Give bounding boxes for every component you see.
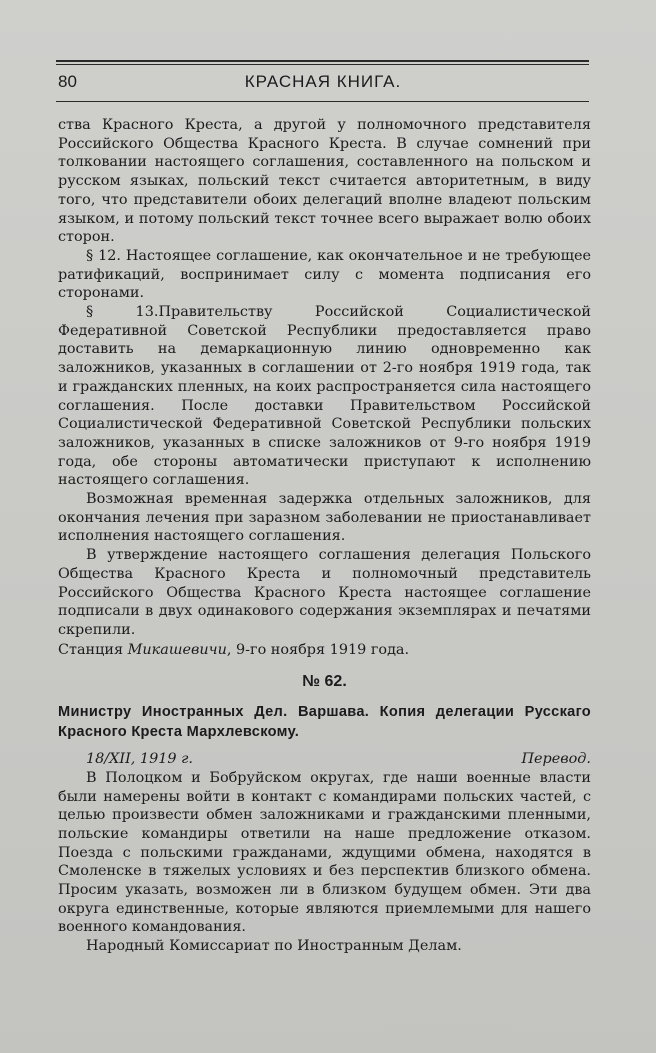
paragraph-section-12: § 12. Настоящее соглашение, как окончательное и не требующее ратификаций, воспринимает силу с момента подписания его сторонами. [58, 247, 591, 302]
document-closing: Народный Комиссариат по Иностранным Делам. [86, 938, 462, 955]
paragraph-section-13: § 13.Правительству Российской Социалистической Федеративной Советской Республики предоставляется право доставить на демаркационную линию одновременно как заложников, указанных в соглашении от 2-го ноября 1919 года, так и гражданских пленных, на коих распространяется сила настоящего соглашения. После доставки Правительством Российской Социалистической Федеративной Советской Республики польских заложников, указанных в списке заложников от 9-го ноября 1919 года, обе стороны автоматически приступают к исполнению настоящего соглашения. [58, 304, 591, 489]
paragraph-delay: Возможная временная задержка отдельных заложников, для окончания лечения при заразном заболевании не приостанавливает исполнения настоящего соглашения. [58, 491, 591, 545]
header-rule-top [56, 60, 589, 62]
page-body [58, 116, 591, 956]
signature-line [58, 641, 591, 660]
document-date: 18/XII, 1919 г. [86, 751, 193, 768]
running-header [58, 72, 588, 96]
document-number: № 62. [302, 673, 347, 691]
signature-place: Микашевичи [127, 641, 227, 658]
paragraph-continued: ства Красного Креста, а другой у полномочного представителя Российского Общества Красного Креста. В случае сомнений при толковании настоящего соглашения, составленного на польском и русском языках, польский текст считается авторитетным, в виду того, что представители обоих делегаций вполне владеют польским языком, и потому польский текст точнее всего выражает волю обоих сторон. [58, 117, 591, 246]
signature-date: , 9-го ноября 1919 года. [226, 641, 410, 658]
document-heading: Министру Иностранных Дел. Варшава. Копия делегации Русскаго Красного Креста Мархлевскому. [58, 704, 591, 741]
translation-note: Перевод. [521, 751, 591, 768]
header-rule-top-thin [56, 64, 589, 65]
header-rule-bottom [56, 101, 589, 102]
page-number: 80 [58, 72, 77, 91]
paragraph-affirmation: В утверждение настоящего соглашения делегация Польского Общества Красного Креста и полномочный представитель Российского Общества Красного Креста настоящее соглашение подписали в двух одинакового содержания экземплярах и печатями скрепили. [58, 547, 591, 638]
running-title: КРАСНАЯ КНИГА. [244, 72, 402, 91]
signature-prefix: Станция [58, 641, 128, 658]
document-dateline [58, 750, 591, 769]
document-body: В Полоцком и Бобруйском округах, где наши военные власти были намерены войти в контакт с командирами польских частей, с целью произвести обмен заложниками и гражданскими пленными, польские командиры ответили на наше предложение отказом. Поезда с польскими гражданами, ждущими обмена, находятся в Смоленске в тяжелых условиях и без перспектив близкого обмена. Просим указать, возможен ли в близком будущем обмен. Эти два округа единственные, которые являются приемлемыми для нашего военного командования. [58, 769, 591, 936]
